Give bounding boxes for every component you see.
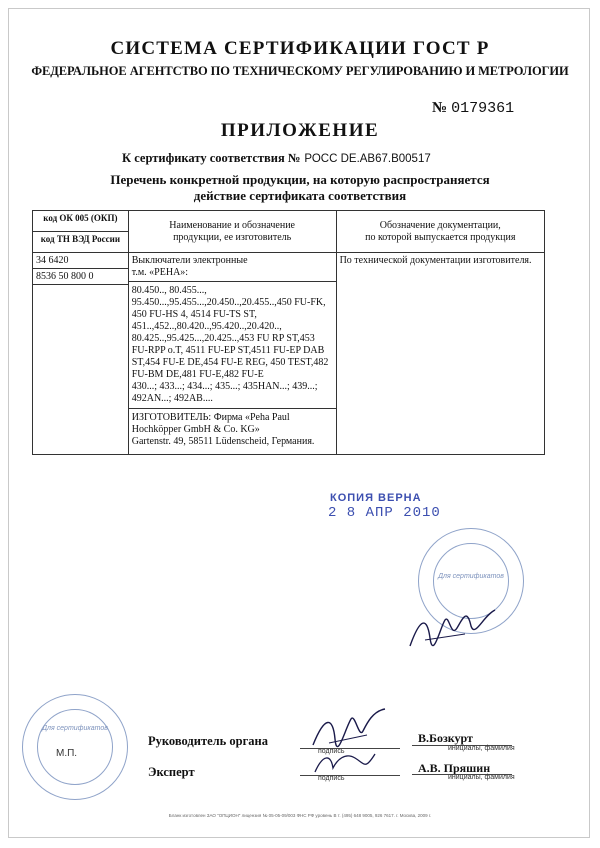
signature-expert bbox=[305, 740, 395, 780]
copy-stamp: КОПИЯ ВЕРНА bbox=[330, 492, 422, 504]
certificate-reference bbox=[122, 151, 431, 166]
printer-footer: Бланк изготовлен ЗАО "ОПЦИОН" лицензия № 05-05-09/003 ФНС РФ уровень В т. (495) 648 9005, 926 7617. г. Москва, 2009 г. bbox=[168, 813, 432, 818]
product-name: Выключатели электронные т.м. «PEHA»: bbox=[128, 253, 336, 282]
number-sign: № bbox=[432, 100, 448, 116]
tnved-code-header: код ТН ВЭД России bbox=[33, 232, 129, 253]
product-models: 80.450.., 80.455..., 95.450...,95.455...,20.450..,20.455..,450 FU-FK, 450 FU-HS 4, 4514 FU-TS ST, 451..,452..,80.420..,95.420..,20.420.., 80.425..,95.425...,20.425..,453 FU RP ST,453 FU-RPP o.T, 4511 FU-EP ST,4511 FU-EP DAB ST,454 FU-E DE,454 FU-E REG, 450 TEST,482 FU-BM DE,481 FU-E,482 FU-E 430...; 433...; 434...; 435...; 435HAN...; 439...; 492AN...; 492AB.... bbox=[128, 282, 336, 409]
certificate-number: РОСС DE.АВ67.В00517 bbox=[304, 153, 431, 165]
signature-certificate bbox=[405, 598, 500, 658]
seal-text: Для сертификатов bbox=[42, 725, 108, 732]
name-column-header: Наименование и обозначение продукции, ее изготовитель bbox=[128, 211, 336, 253]
system-title: СИСТЕМА СЕРТИФИКАЦИИ ГОСТ Р bbox=[110, 38, 490, 59]
date-stamp: 2 8 АПР 2010 bbox=[328, 505, 441, 521]
head-label: Руководитель органа bbox=[148, 734, 268, 748]
seal-inner-ring bbox=[37, 709, 113, 785]
round-seal-mp bbox=[22, 694, 128, 800]
certificate-label: К сертификату соответствия № bbox=[122, 151, 301, 165]
tnved-code: 8536 50 800 0 bbox=[33, 269, 128, 285]
number-value: 0179361 bbox=[451, 100, 515, 117]
list-title-line1: Перечень конкретной продукции, на которую распространяется bbox=[110, 172, 490, 187]
codes-cell bbox=[33, 253, 129, 455]
expert-name: А.В. Пряшин bbox=[418, 761, 491, 775]
expert-label: Эксперт bbox=[148, 765, 195, 779]
seal-mark: М.П. bbox=[56, 748, 78, 759]
head-name: В.Бозкурт bbox=[418, 731, 473, 745]
agency-name: ФЕДЕРАЛЬНОЕ АГЕНТСТВО ПО ТЕХНИЧЕСКОМУ РЕГУЛИРОВАНИЮ И МЕТРОЛОГИИ bbox=[31, 64, 569, 78]
docs-value: По технической документации изготовителя. bbox=[336, 253, 544, 455]
document-number bbox=[432, 100, 514, 117]
okp-code: 34 6420 bbox=[33, 253, 128, 269]
appendix-title: ПРИЛОЖЕНИЕ bbox=[220, 120, 380, 141]
head-signature-caption: подпись bbox=[318, 748, 345, 755]
head-initials-caption: инициалы, фамилия bbox=[448, 745, 515, 752]
list-title bbox=[0, 172, 600, 204]
list-title-line2: действие сертификата соответствия bbox=[193, 188, 407, 203]
okp-code-header: код ОК 005 (ОКП) bbox=[33, 211, 129, 232]
expert-signature-caption: подпись bbox=[318, 775, 345, 782]
manufacturer: ИЗГОТОВИТЕЛЬ: Фирма «Peha Paul Hochköpper GmbH & Co. KG» Gartenstr. 49, 58511 Lüdenscheid, Германия. bbox=[128, 409, 336, 455]
product-table bbox=[32, 210, 545, 455]
expert-initials-caption: инициалы, фамилия bbox=[448, 774, 515, 781]
seal-text: Для сертификатов bbox=[438, 573, 504, 580]
docs-column-header: Обозначение документации, по которой выпускается продукция bbox=[336, 211, 544, 253]
